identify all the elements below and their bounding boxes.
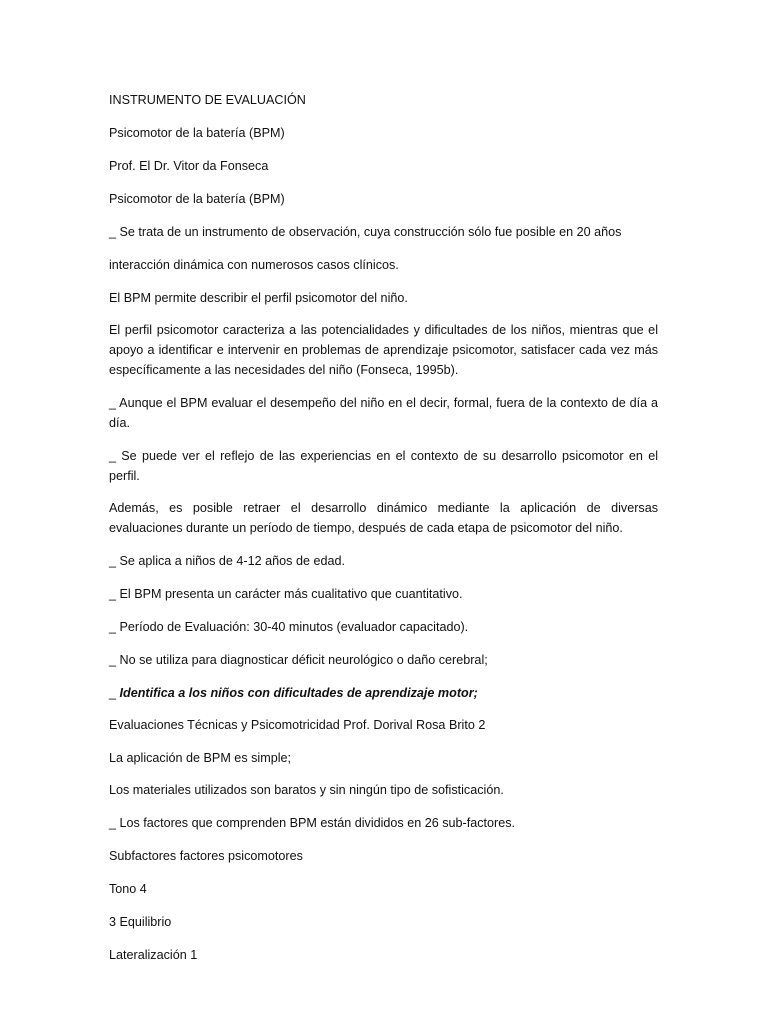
text-line: Tono 4: [109, 882, 147, 896]
text-line: Psicomotor de la batería (BPM): [109, 192, 285, 206]
paragraph: El perfil psicomotor caracteriza a las potencialidades y dificultades de los niños, mientras que el apoyo a identificar e intervenir en problemas de aprendizaje psicomotor, satisfacer cada vez más específicamente a las necesidades del niño (Fonseca, 1995b).: [109, 323, 658, 377]
text-line: 3 Equilibrio: [109, 915, 172, 929]
text-line: Prof. El Dr. Vitor da Fonseca: [109, 159, 269, 173]
paragraph: _ Aunque el BPM evaluar el desempeño del niño en el decir, formal, fuera de la contexto de día a día.: [109, 396, 658, 430]
emphasis-prefix: _: [109, 686, 120, 700]
paragraph: Además, es posible retraer el desarrollo dinámico mediante la aplicación de diversas evaluaciones durante un período de tiempo, después de cada etapa de psicomotor del niño.: [109, 501, 658, 535]
text-line: _ Período de Evaluación: 30-40 minutos (evaluador capacitado).: [109, 620, 469, 634]
emphasis-text: Identifica a los niños con dificultades de aprendizaje motor;: [119, 686, 478, 700]
paragraph: _ Se puede ver el reflejo de las experiencias en el contexto de su desarrollo psicomotor en el perfil.: [109, 449, 658, 483]
document-title: INSTRUMENTO DE EVALUACIÓN: [109, 93, 306, 107]
text-line: Subfactores factores psicomotores: [109, 849, 303, 863]
text-line: Psicomotor de la batería (BPM): [109, 126, 285, 140]
text-line: La aplicación de BPM es simple;: [109, 751, 292, 765]
text-line: _ Los factores que comprenden BPM están divididos en 26 sub-factores.: [109, 816, 516, 830]
text-line: El BPM permite describir el perfil psicomotor del niño.: [109, 291, 408, 305]
text-line: Los materiales utilizados son baratos y sin ningún tipo de sofisticación.: [109, 783, 504, 797]
text-line: Lateralización 1: [109, 948, 198, 962]
text-line: _ Se aplica a niños de 4-12 años de edad.: [109, 554, 345, 568]
text-line: Evaluaciones Técnicas y Psicomotricidad Prof. Dorival Rosa Brito 2: [109, 718, 486, 732]
text-line: _ El BPM presenta un carácter más cualitativo que cuantitativo.: [109, 587, 463, 601]
text-line: interacción dinámica con numerosos casos clínicos.: [109, 258, 399, 272]
emphasis-line: [109, 685, 478, 701]
text-line: _ Se trata de un instrumento de observación, cuya construcción sólo fue posible en 20 años: [109, 225, 622, 239]
text-line: _ No se utiliza para diagnosticar déficit neurológico o daño cerebral;: [109, 653, 488, 667]
